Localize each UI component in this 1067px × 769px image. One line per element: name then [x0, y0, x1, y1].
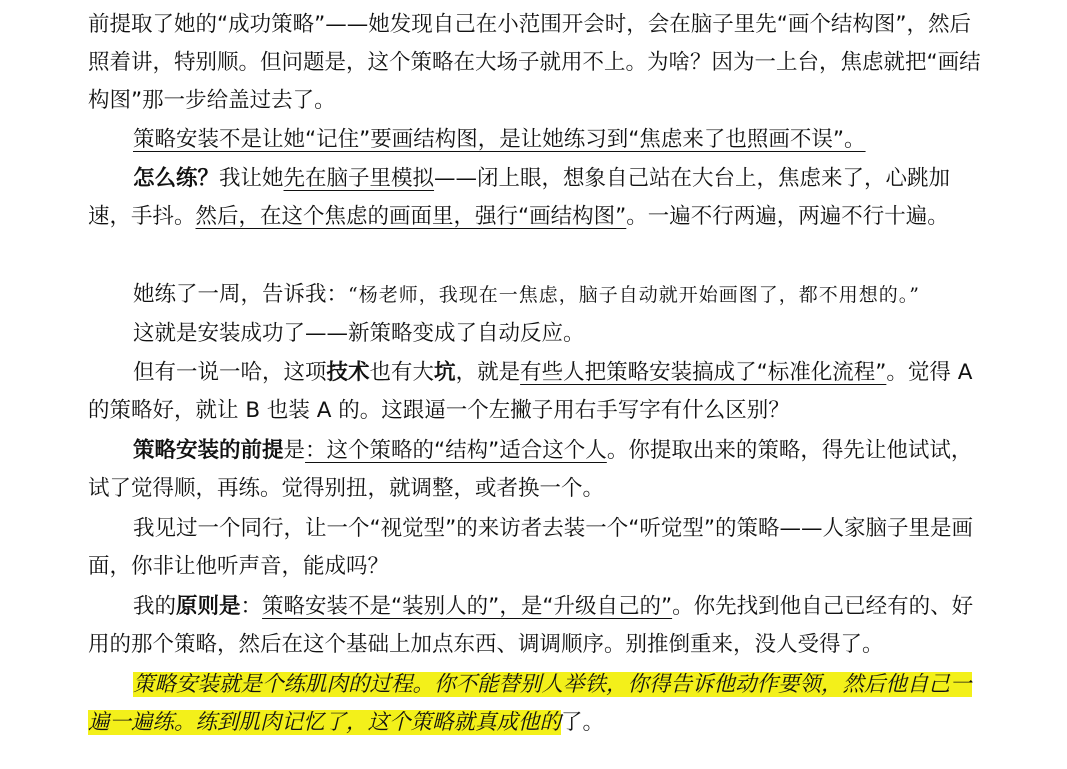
paragraph-4: 她练了一周，告诉我：“杨老师，我现在一焦虑，脑子自动就开始画图了，都不用想的。”	[133, 282, 920, 307]
paragraph-9: 我的原则是：策略安装不是“装别人的”，是“升级自己的”。你先找到他自己已经有的、好用的那个策略，然后在这个基础上加点东西、调调顺序。别推倒重来，没人受得了。	[88, 594, 974, 657]
highlighted-text: 策略安装就是个练肌肉的过程。你不能替别人举铁，你得告诉他动作要领，然后他自己一遍一遍练。练到肌肉记忆了，这个策略就真成他的	[88, 672, 972, 735]
paragraph-5: 这就是安装成功了——新策略变成了自动反应。	[133, 321, 585, 346]
paragraph-8: 我见过一个同行，让一个“视觉型”的来访者去装一个“听觉型”的策略——人家脑子里是画面，你非让他听声音，能成吗？	[88, 516, 974, 579]
paragraph-2: 策略安装不是让她“记住”要画结构图，是让她练习到“焦虑来了也照画不误”。	[133, 127, 866, 152]
paragraph-6: 但有一说一哈，这项技术也有大坑，就是有些人把策略安装搞成了“标准化流程”。觉得 A 的策略好，就让 B 也装 A 的。这跟逼一个左撇子用右手写字有什么区别？	[88, 360, 973, 423]
paragraph-1: 前提取了她的“成功策略”——她发现自己在小范围开会时，会在脑子里先“画个结构图”，然后照着讲，特别顺。但问题是，这个策略在大场子就用不上。为啥？因为一上台，焦虑就把“画结构图”那一步给盖过去了。	[88, 12, 981, 113]
paragraph-7: 策略安装的前提是：这个策略的“结构”适合这个人。你提取出来的策略，得先让他试试，试了觉得顺，再练。觉得别扭，就调整，或者换一个。	[88, 438, 973, 501]
paragraph-3: 怎么练？我让她先在脑子里模拟——闭上眼，想象自己站在大台上，焦虑来了，心跳加速，手抖。然后，在这个焦虑的画面里，强行“画结构图”。一遍不行两遍，两遍不行十遍。	[88, 166, 951, 229]
paragraph-10-highlighted: 策略安装就是个练肌肉的过程。你不能替别人举铁，你得告诉他动作要领，然后他自己一遍一遍练。练到肌肉记忆了，这个策略就真成他的了。	[88, 672, 972, 735]
